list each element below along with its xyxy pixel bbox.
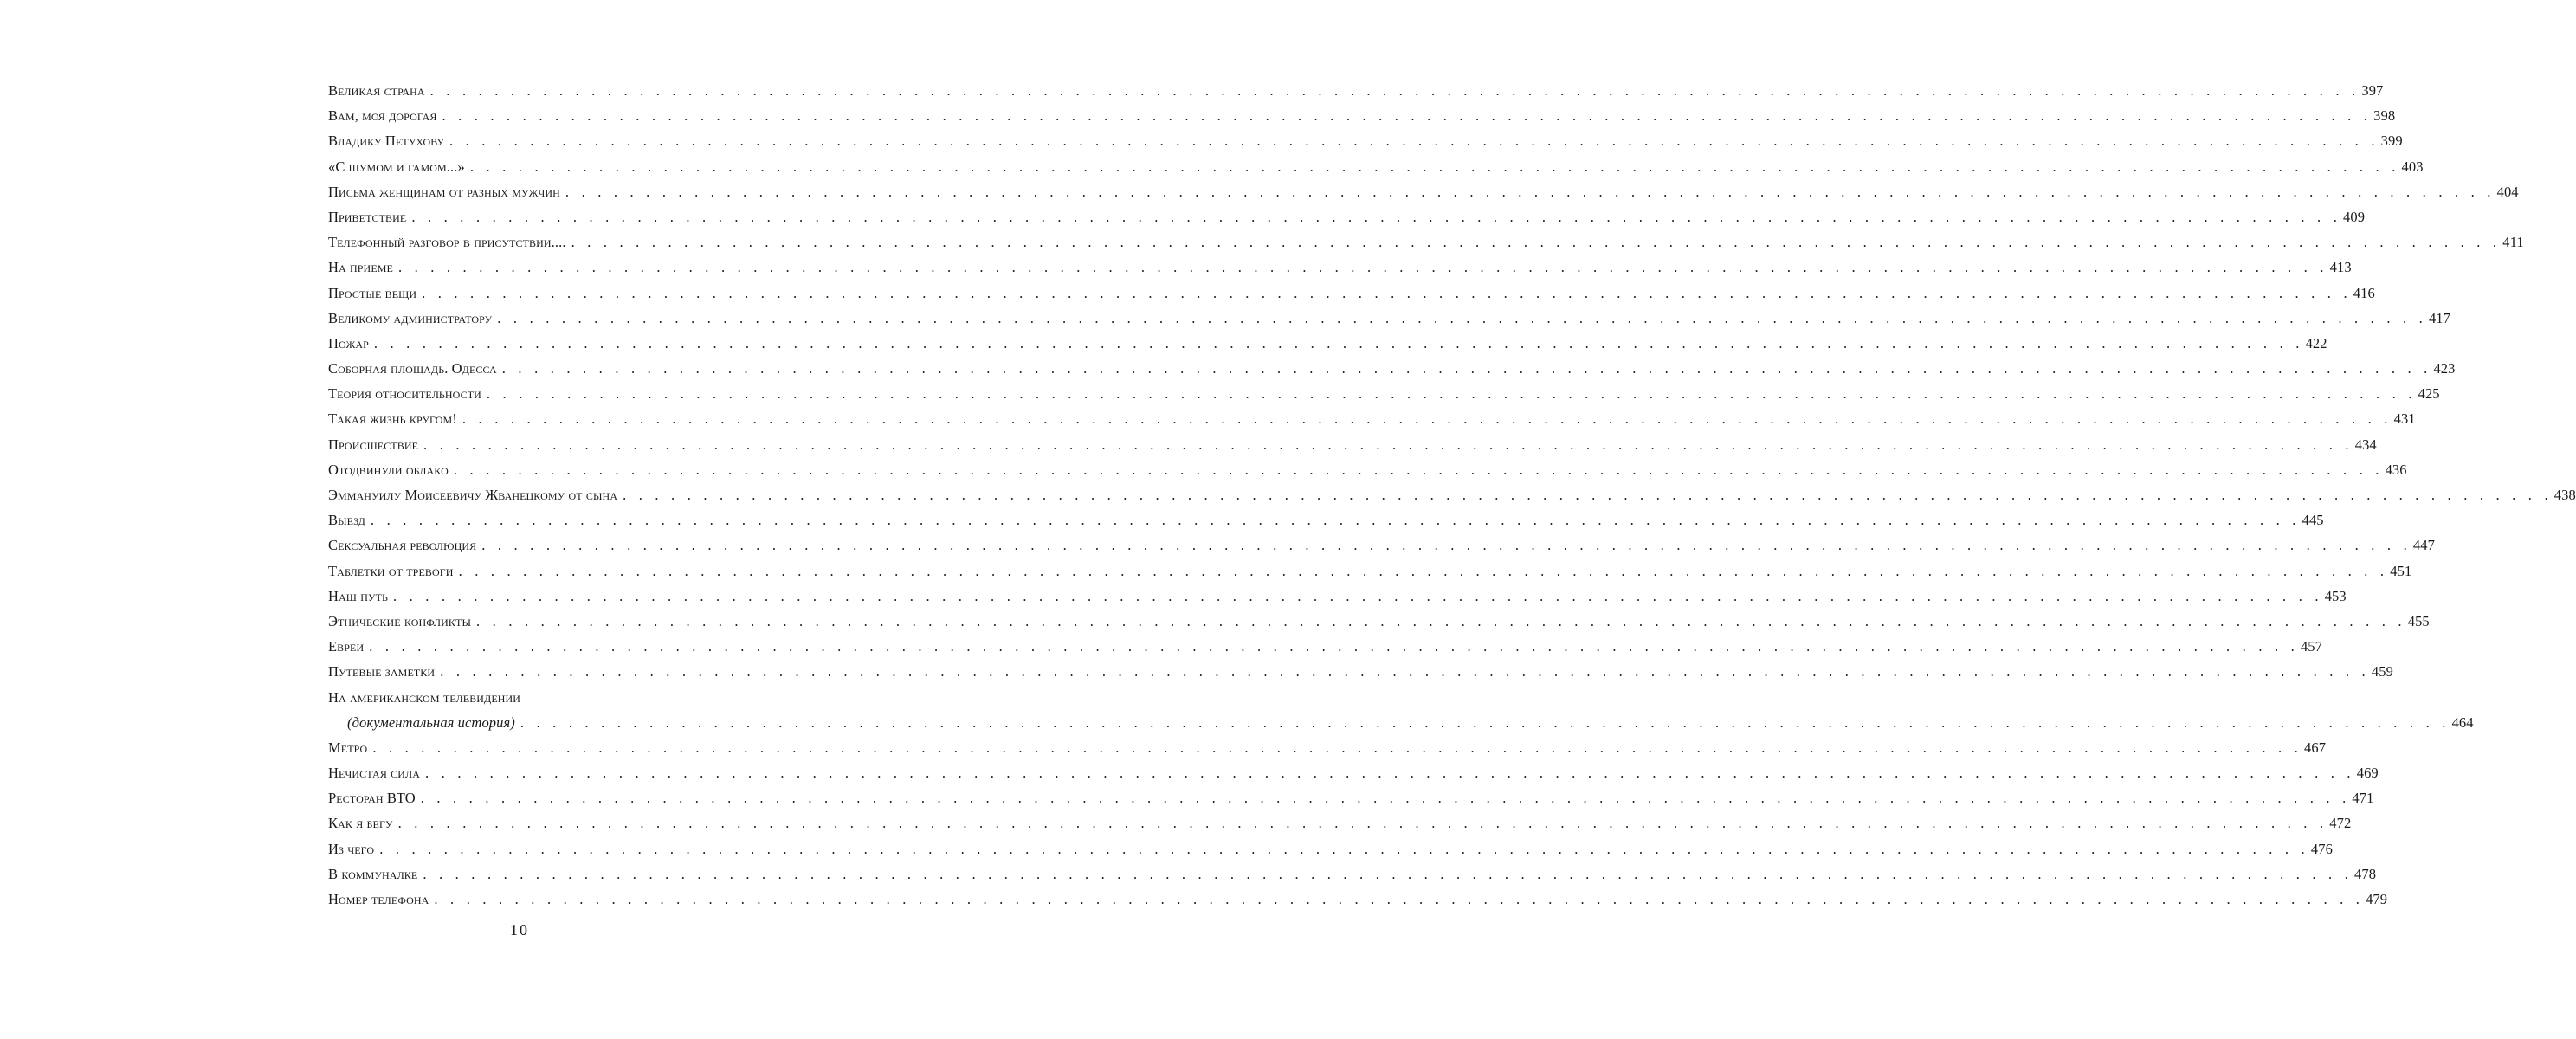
toc-entry-title: В коммуналке xyxy=(328,865,418,882)
dot-leader: . . . . . . . . . . . . . . . . . . . . . . . . . . . . . . . . . . . . . . . . . . . . . . . . . . . . . . . . . . . . . . . . . . . . . . . . . . . . . . . . . . . . . . . . . . . . . . . . . . . . . . . . . . . . . . . . . . . . . . . . xyxy=(434,891,2365,908)
toc-entry[interactable] xyxy=(328,862,2377,887)
toc-entry-title: Наш путь xyxy=(328,587,388,604)
toc-page-number: 469 xyxy=(2356,765,2379,782)
toc-page-number: 431 xyxy=(2393,410,2416,428)
toc-entry[interactable] xyxy=(328,432,2377,457)
toc-entry[interactable] xyxy=(328,609,2430,634)
toc-entry[interactable] xyxy=(328,154,2424,179)
toc-entry[interactable] xyxy=(328,331,2327,356)
toc-page-number: 464 xyxy=(2451,713,2474,731)
dot-leader: . . . . . . . . . . . . . . . . . . . . . . . . . . . . . . . . . . . . . . . . . . . . . . . . . . . . . . . . . . . . . . . . . . . . . . . . . . . . . . . . . . . . . . . . . . . . . . . . . . . . . . . . . . . . . . . . . . . . . . . . xyxy=(442,107,2373,125)
toc-entry[interactable] xyxy=(328,128,2403,153)
toc-entry[interactable] xyxy=(328,659,2393,684)
page-folio-number: 10 xyxy=(510,921,529,939)
toc-page-number: 453 xyxy=(2324,587,2347,604)
toc-entry[interactable] xyxy=(328,406,2416,431)
dot-leader: . . . . . . . . . . . . . . . . . . . . . . . . . . . . . . . . . . . . . . . . . . . . . . . . . . . . . . . . . . . . . . . . . . . . . . . . . . . . . . . . . . . . . . . . . . . . . . . . . . . . . . . . . . . . . . . . . . . . . . . . xyxy=(623,487,2553,503)
dot-leader: . . . . . . . . . . . . . . . . . . . . . . . . . . . . . . . . . . . . . . . . . . . . . . . . . . . . . . . . . . . . . . . . . . . . . . . . . . . . . . . . . . . . . . . . . . . . . . . . . . . . . . . . . . . . . . . . . . . . . . . . xyxy=(370,512,2301,529)
dot-leader: . . . . . . . . . . . . . . . . . . . . . . . . . . . . . . . . . . . . . . . . . . . . . . . . . . . . . . . . . . . . . . . . . . . . . . . . . . . . . . . . . . . . . . . . . . . . . . . . . . . . . . . . . . . . . . . . . . . . . . . . xyxy=(462,410,2392,428)
toc-entry-title: Евреи xyxy=(328,638,365,655)
toc-page-number: 447 xyxy=(2412,537,2435,554)
toc-entry-title: Таблетки от тревоги xyxy=(328,562,454,579)
toc-entry-title: Номер телефона xyxy=(328,891,429,908)
dot-leader: . . . . . . . . . . . . . . . . . . . . . . . . . . . . . . . . . . . . . . . . . . . . . . . . . . . . . . . . . . . . . . . . . . . . . . . . . . . . . . . . . . . . . . . . . . . . . . . . . . . . . . . . . . . . . . . . . . . . . . . . xyxy=(397,815,2328,832)
dot-leader: . . . . . . . . . . . . . . . . . . . . . . . . . . . . . . . . . . . . . . . . . . . . . . . . . . . . . . . . . . . . . . . . . . . . . . . . . . . . . . . . . . . . . . . . . . . . . . . . . . . . . . . . . . . . . . . . . . . . . . . . xyxy=(565,183,2495,200)
toc-entry-title: Из чего xyxy=(328,840,375,857)
toc-entry-title: Сексуальная революция xyxy=(328,537,477,554)
toc-page-number: 476 xyxy=(2310,840,2333,857)
dot-leader: . . . . . . . . . . . . . . . . . . . . . . . . . . . . . . . . . . . . . . . . . . . . . . . . . . . . . . . . . . . . . . . . . . . . . . . . . . . . . . . . . . . . . . . . . . . . . . . . . . . . . . . . . . . . . . . . . . . . . . . . xyxy=(458,562,2389,579)
dot-leader: . . . . . . . . . . . . . . . . . . . . . . . . . . . . . . . . . . . . . . . . . . . . . . . . . . . . . . . . . . . . . . . . . . . . . . . . . . . . . . . . . . . . . . . . . . . . . . . . . . . . . . . . . . . . . . . . . . . . . . . . xyxy=(397,259,2328,276)
toc-entry-title: Как я бегу xyxy=(328,815,393,832)
toc-entry-title: Этнические конфликты xyxy=(328,612,472,629)
toc-entry[interactable] xyxy=(328,78,2384,103)
toc-entry[interactable] xyxy=(328,685,2474,735)
dot-leader: . . . . . . . . . . . . . . . . . . . . . . . . . . . . . . . . . . . . . . . . . . . . . . . . . . . . . . . . . . . . . . . . . . . . . . . . . . . . . . . . . . . . . . . . . . . . . . . . . . . . . . . . . . . . . . . . . . . . . . . . xyxy=(423,865,2353,882)
toc-entry[interactable] xyxy=(328,229,2524,255)
toc-entry-title: Отодвинули облако xyxy=(328,461,449,478)
dot-leader: . . . . . . . . . . . . . . . . . . . . . . . . . . . . . . . . . . . . . . . . . . . . . . . . . . . . . . . . . . . . . . . . . . . . . . . . . . . . . . . . . . . . . . . . . . . . . . . . . . . . . . . . . . . . . . . . . . . . . . . . xyxy=(379,840,2309,857)
toc-entry-subtitle: (документальная история) xyxy=(347,713,515,731)
toc-entry-title: «С шумом и гамом...» xyxy=(328,158,465,175)
toc-entry-title: Письма женщинам от разных мужчин xyxy=(328,183,560,200)
toc-page-number: 438 xyxy=(2553,487,2576,503)
dot-leader: . . . . . . . . . . . . . . . . . . . . . . . . . . . . . . . . . . . . . . . . . . . . . . . . . . . . . . . . . . . . . . . . . . . . . . . . . . . . . . . . . . . . . . . . . . . . . . . . . . . . . . . . . . . . . . . . . . . . . . . . xyxy=(520,713,2450,731)
dot-leader: . . . . . . . . . . . . . . . . . . . . . . . . . . . . . . . . . . . . . . . . . . . . . . . . . . . . . . . . . . . . . . . . . . . . . . . . . . . . . . . . . . . . . . . . . . . . . . . . . . . . . . . . . . . . . . . . . . . . . . . . xyxy=(481,537,2411,554)
dot-leader: . . . . . . . . . . . . . . . . . . . . . . . . . . . . . . . . . . . . . . . . . . . . . . . . . . . . . . . . . . . . . . . . . . . . . . . . . . . . . . . . . . . . . . . . . . . . . . . . . . . . . . . . . . . . . . . . . . . . . . . . xyxy=(476,612,2406,629)
dot-leader: . . . . . . . . . . . . . . . . . . . . . . . . . . . . . . . . . . . . . . . . . . . . . . . . . . . . . . . . . . . . . . . . . . . . . . . . . . . . . . . . . . . . . . . . . . . . . . . . . . . . . . . . . . . . . . . . . . . . . . . . xyxy=(372,739,2303,756)
toc-entry-title: Простые вещи xyxy=(328,284,417,301)
toc-entry[interactable] xyxy=(328,255,2352,280)
toc-entry-title: На приеме xyxy=(328,259,393,276)
dot-leader: . . . . . . . . . . . . . . . . . . . . . . . . . . . . . . . . . . . . . . . . . . . . . . . . . . . . . . . . . . . . . . . . . . . . . . . . . . . . . . . . . . . . . . . . . . . . . . . . . . . . . . . . . . . . . . . . . . . . . . . . xyxy=(411,208,2342,225)
toc-entry-title: Путевые заметки xyxy=(328,663,436,681)
toc-page-number: 398 xyxy=(2373,107,2396,125)
toc-entry-title: Происшествие xyxy=(328,436,419,453)
toc-entry-title: Эммануилу Моисеевичу Жванецкому от сына xyxy=(328,487,618,503)
toc-page-number: 451 xyxy=(2390,562,2412,579)
toc-entry[interactable] xyxy=(328,381,2440,406)
toc-entry-title: Владику Петухову xyxy=(328,132,444,150)
toc-page-number: 397 xyxy=(2361,82,2384,99)
toc-page-number: 445 xyxy=(2302,512,2324,529)
toc-entry[interactable] xyxy=(328,457,2407,482)
dot-leader: . . . . . . . . . . . . . . . . . . . . . . . . . . . . . . . . . . . . . . . . . . . . . . . . . . . . . . . . . . . . . . . . . . . . . . . . . . . . . . . . . . . . . . . . . . . . . . . . . . . . . . . . . . . . . . . . . . . . . . . . xyxy=(373,334,2304,352)
toc-entry-title: Соборная площадь. Одесса xyxy=(328,360,497,378)
dot-leader: . . . . . . . . . . . . . . . . . . . . . . . . . . . . . . . . . . . . . . . . . . . . . . . . . . . . . . . . . . . . . . . . . . . . . . . . . . . . . . . . . . . . . . . . . . . . . . . . . . . . . . . . . . . . . . . . . . . . . . . . xyxy=(422,284,2352,301)
toc-entry[interactable] xyxy=(328,482,2576,507)
toc-page-number: 455 xyxy=(2407,612,2430,629)
dot-leader: . . . . . . . . . . . . . . . . . . . . . . . . . . . . . . . . . . . . . . . . . . . . . . . . . . . . . . . . . . . . . . . . . . . . . . . . . . . . . . . . . . . . . . . . . . . . . . . . . . . . . . . . . . . . . . . . . . . . . . . . xyxy=(501,360,2432,378)
toc-entry-title: Ресторан ВТО xyxy=(328,790,416,807)
toc-entry[interactable] xyxy=(328,532,2435,558)
toc-page-number: 467 xyxy=(2304,739,2327,756)
dot-leader: . . . . . . . . . . . . . . . . . . . . . . . . . . . . . . . . . . . . . . . . . . . . . . . . . . . . . . . . . . . . . . . . . . . . . . . . . . . . . . . . . . . . . . . . . . . . . . . . . . . . . . . . . . . . . . . . . . . . . . . . xyxy=(393,587,2323,604)
toc-entry-title: Пожар xyxy=(328,334,369,352)
toc-page-number: 403 xyxy=(2401,158,2424,175)
toc-page-number: 472 xyxy=(2329,815,2352,832)
toc-entry-title: Вам, моя дорогая xyxy=(328,107,437,125)
toc-page-number: 399 xyxy=(2380,132,2403,150)
toc-entry[interactable] xyxy=(328,634,2323,659)
toc-entry[interactable] xyxy=(328,356,2456,381)
dot-leader: . . . . . . . . . . . . . . . . . . . . . . . . . . . . . . . . . . . . . . . . . . . . . . . . . . . . . . . . . . . . . . . . . . . . . . . . . . . . . . . . . . . . . . . . . . . . . . . . . . . . . . . . . . . . . . . . . . . . . . . . xyxy=(440,663,2370,681)
toc-entry-title: Выезд xyxy=(328,512,365,529)
toc-entry[interactable] xyxy=(328,584,2347,609)
dot-leader: . . . . . . . . . . . . . . . . . . . . . . . . . . . . . . . . . . . . . . . . . . . . . . . . . . . . . . . . . . . . . . . . . . . . . . . . . . . . . . . . . . . . . . . . . . . . . . . . . . . . . . . . . . . . . . . . . . . . . . . . xyxy=(420,790,2351,807)
toc-page-number: 479 xyxy=(2366,891,2388,908)
toc-entry[interactable] xyxy=(328,507,2324,532)
dot-leader: . . . . . . . . . . . . . . . . . . . . . . . . . . . . . . . . . . . . . . . . . . . . . . . . . . . . . . . . . . . . . . . . . . . . . . . . . . . . . . . . . . . . . . . . . . . . . . . . . . . . . . . . . . . . . . . . . . . . . . . . xyxy=(449,132,2379,150)
toc-page-number: 404 xyxy=(2496,183,2519,200)
toc-page-number: 478 xyxy=(2354,865,2377,882)
dot-leader: . . . . . . . . . . . . . . . . . . . . . . . . . . . . . . . . . . . . . . . . . . . . . . . . . . . . . . . . . . . . . . . . . . . . . . . . . . . . . . . . . . . . . . . . . . . . . . . . . . . . . . . . . . . . . . . . . . . . . . . . xyxy=(369,638,2299,655)
toc-page-number: 411 xyxy=(2502,234,2524,251)
toc-entry-title: Такая жизнь кругом! xyxy=(328,410,457,428)
dot-leader: . . . . . . . . . . . . . . . . . . . . . . . . . . . . . . . . . . . . . . . . . . . . . . . . . . . . . . . . . . . . . . . . . . . . . . . . . . . . . . . . . . . . . . . . . . . . . . . . . . . . . . . . . . . . . . . . . . . . . . . . xyxy=(469,158,2400,175)
toc-entry[interactable] xyxy=(328,735,2327,760)
toc-entry-title: На американском телевидении xyxy=(328,688,521,706)
toc-page-number: 422 xyxy=(2305,334,2327,352)
dot-leader: . . . . . . . . . . . . . . . . . . . . . . . . . . . . . . . . . . . . . . . . . . . . . . . . . . . . . . . . . . . . . . . . . . . . . . . . . . . . . . . . . . . . . . . . . . . . . . . . . . . . . . . . . . . . . . . . . . . . . . . . xyxy=(486,385,2417,403)
toc-page-number: 457 xyxy=(2300,638,2323,655)
toc-entry-title: Теория относительности xyxy=(328,385,481,403)
toc-entry-title: Приветствие xyxy=(328,208,407,225)
toc-entry-title: Великому администратору xyxy=(328,309,493,326)
toc-entry-title: Метро xyxy=(328,739,368,756)
toc-page-number: 409 xyxy=(2343,208,2366,225)
dot-leader: . . . . . . . . . . . . . . . . . . . . . . . . . . . . . . . . . . . . . . . . . . . . . . . . . . . . . . . . . . . . . . . . . . . . . . . . . . . . . . . . . . . . . . . . . . . . . . . . . . . . . . . . . . . . . . . . . . . . . . . . xyxy=(497,309,2427,326)
toc-entry[interactable] xyxy=(328,810,2352,836)
toc-page-number: 423 xyxy=(2433,360,2456,378)
toc-entry[interactable] xyxy=(328,103,2396,128)
dot-leader: . . . . . . . . . . . . . . . . . . . . . . . . . . . . . . . . . . . . . . . . . . . . . . . . . . . . . . . . . . . . . . . . . . . . . . . . . . . . . . . . . . . . . . . . . . . . . . . . . . . . . . . . . . . . . . . . . . . . . . . . xyxy=(425,765,2355,782)
dot-leader: . . . . . . . . . . . . . . . . . . . . . . . . . . . . . . . . . . . . . . . . . . . . . . . . . . . . . . . . . . . . . . . . . . . . . . . . . . . . . . . . . . . . . . . . . . . . . . . . . . . . . . . . . . . . . . . . . . . . . . . . xyxy=(429,82,2360,99)
toc-entry[interactable] xyxy=(328,887,2388,912)
toc-entry[interactable] xyxy=(328,204,2366,229)
toc-entry[interactable] xyxy=(328,785,2374,810)
toc-page-number: 436 xyxy=(2385,461,2407,478)
toc-page-number: 417 xyxy=(2428,309,2451,326)
toc-entry[interactable] xyxy=(328,306,2451,331)
toc-page-number: 413 xyxy=(2329,259,2352,276)
toc-entry[interactable] xyxy=(328,760,2379,785)
toc-page-number: 425 xyxy=(2418,385,2440,403)
toc-entry[interactable] xyxy=(328,179,2519,204)
toc-page-number: 471 xyxy=(2352,790,2374,807)
toc-entry-title: Нечистая сила xyxy=(328,765,421,782)
toc-entry[interactable] xyxy=(328,558,2412,584)
toc-entry-title: Великая страна xyxy=(328,82,425,99)
dot-leader: . . . . . . . . . . . . . . . . . . . . . . . . . . . . . . . . . . . . . . . . . . . . . . . . . . . . . . . . . . . . . . . . . . . . . . . . . . . . . . . . . . . . . . . . . . . . . . . . . . . . . . . . . . . . . . . . . . . . . . . . xyxy=(453,461,2384,478)
toc-entry-title: Телефонный разговор в присутствии.... xyxy=(328,234,566,251)
toc-page-number: 416 xyxy=(2353,284,2375,301)
dot-leader: . . . . . . . . . . . . . . . . . . . . . . . . . . . . . . . . . . . . . . . . . . . . . . . . . . . . . . . . . . . . . . . . . . . . . . . . . . . . . . . . . . . . . . . . . . . . . . . . . . . . . . . . . . . . . . . . . . . . . . . . xyxy=(423,436,2353,453)
toc-entry[interactable] xyxy=(328,836,2333,862)
toc-page-number: 459 xyxy=(2371,663,2393,681)
toc-page-number: 434 xyxy=(2354,436,2377,453)
table-of-contents xyxy=(328,78,2576,912)
toc-entry[interactable] xyxy=(328,281,2375,306)
dot-leader: . . . . . . . . . . . . . . . . . . . . . . . . . . . . . . . . . . . . . . . . . . . . . . . . . . . . . . . . . . . . . . . . . . . . . . . . . . . . . . . . . . . . . . . . . . . . . . . . . . . . . . . . . . . . . . . . . . . . . . . . xyxy=(571,234,2502,251)
